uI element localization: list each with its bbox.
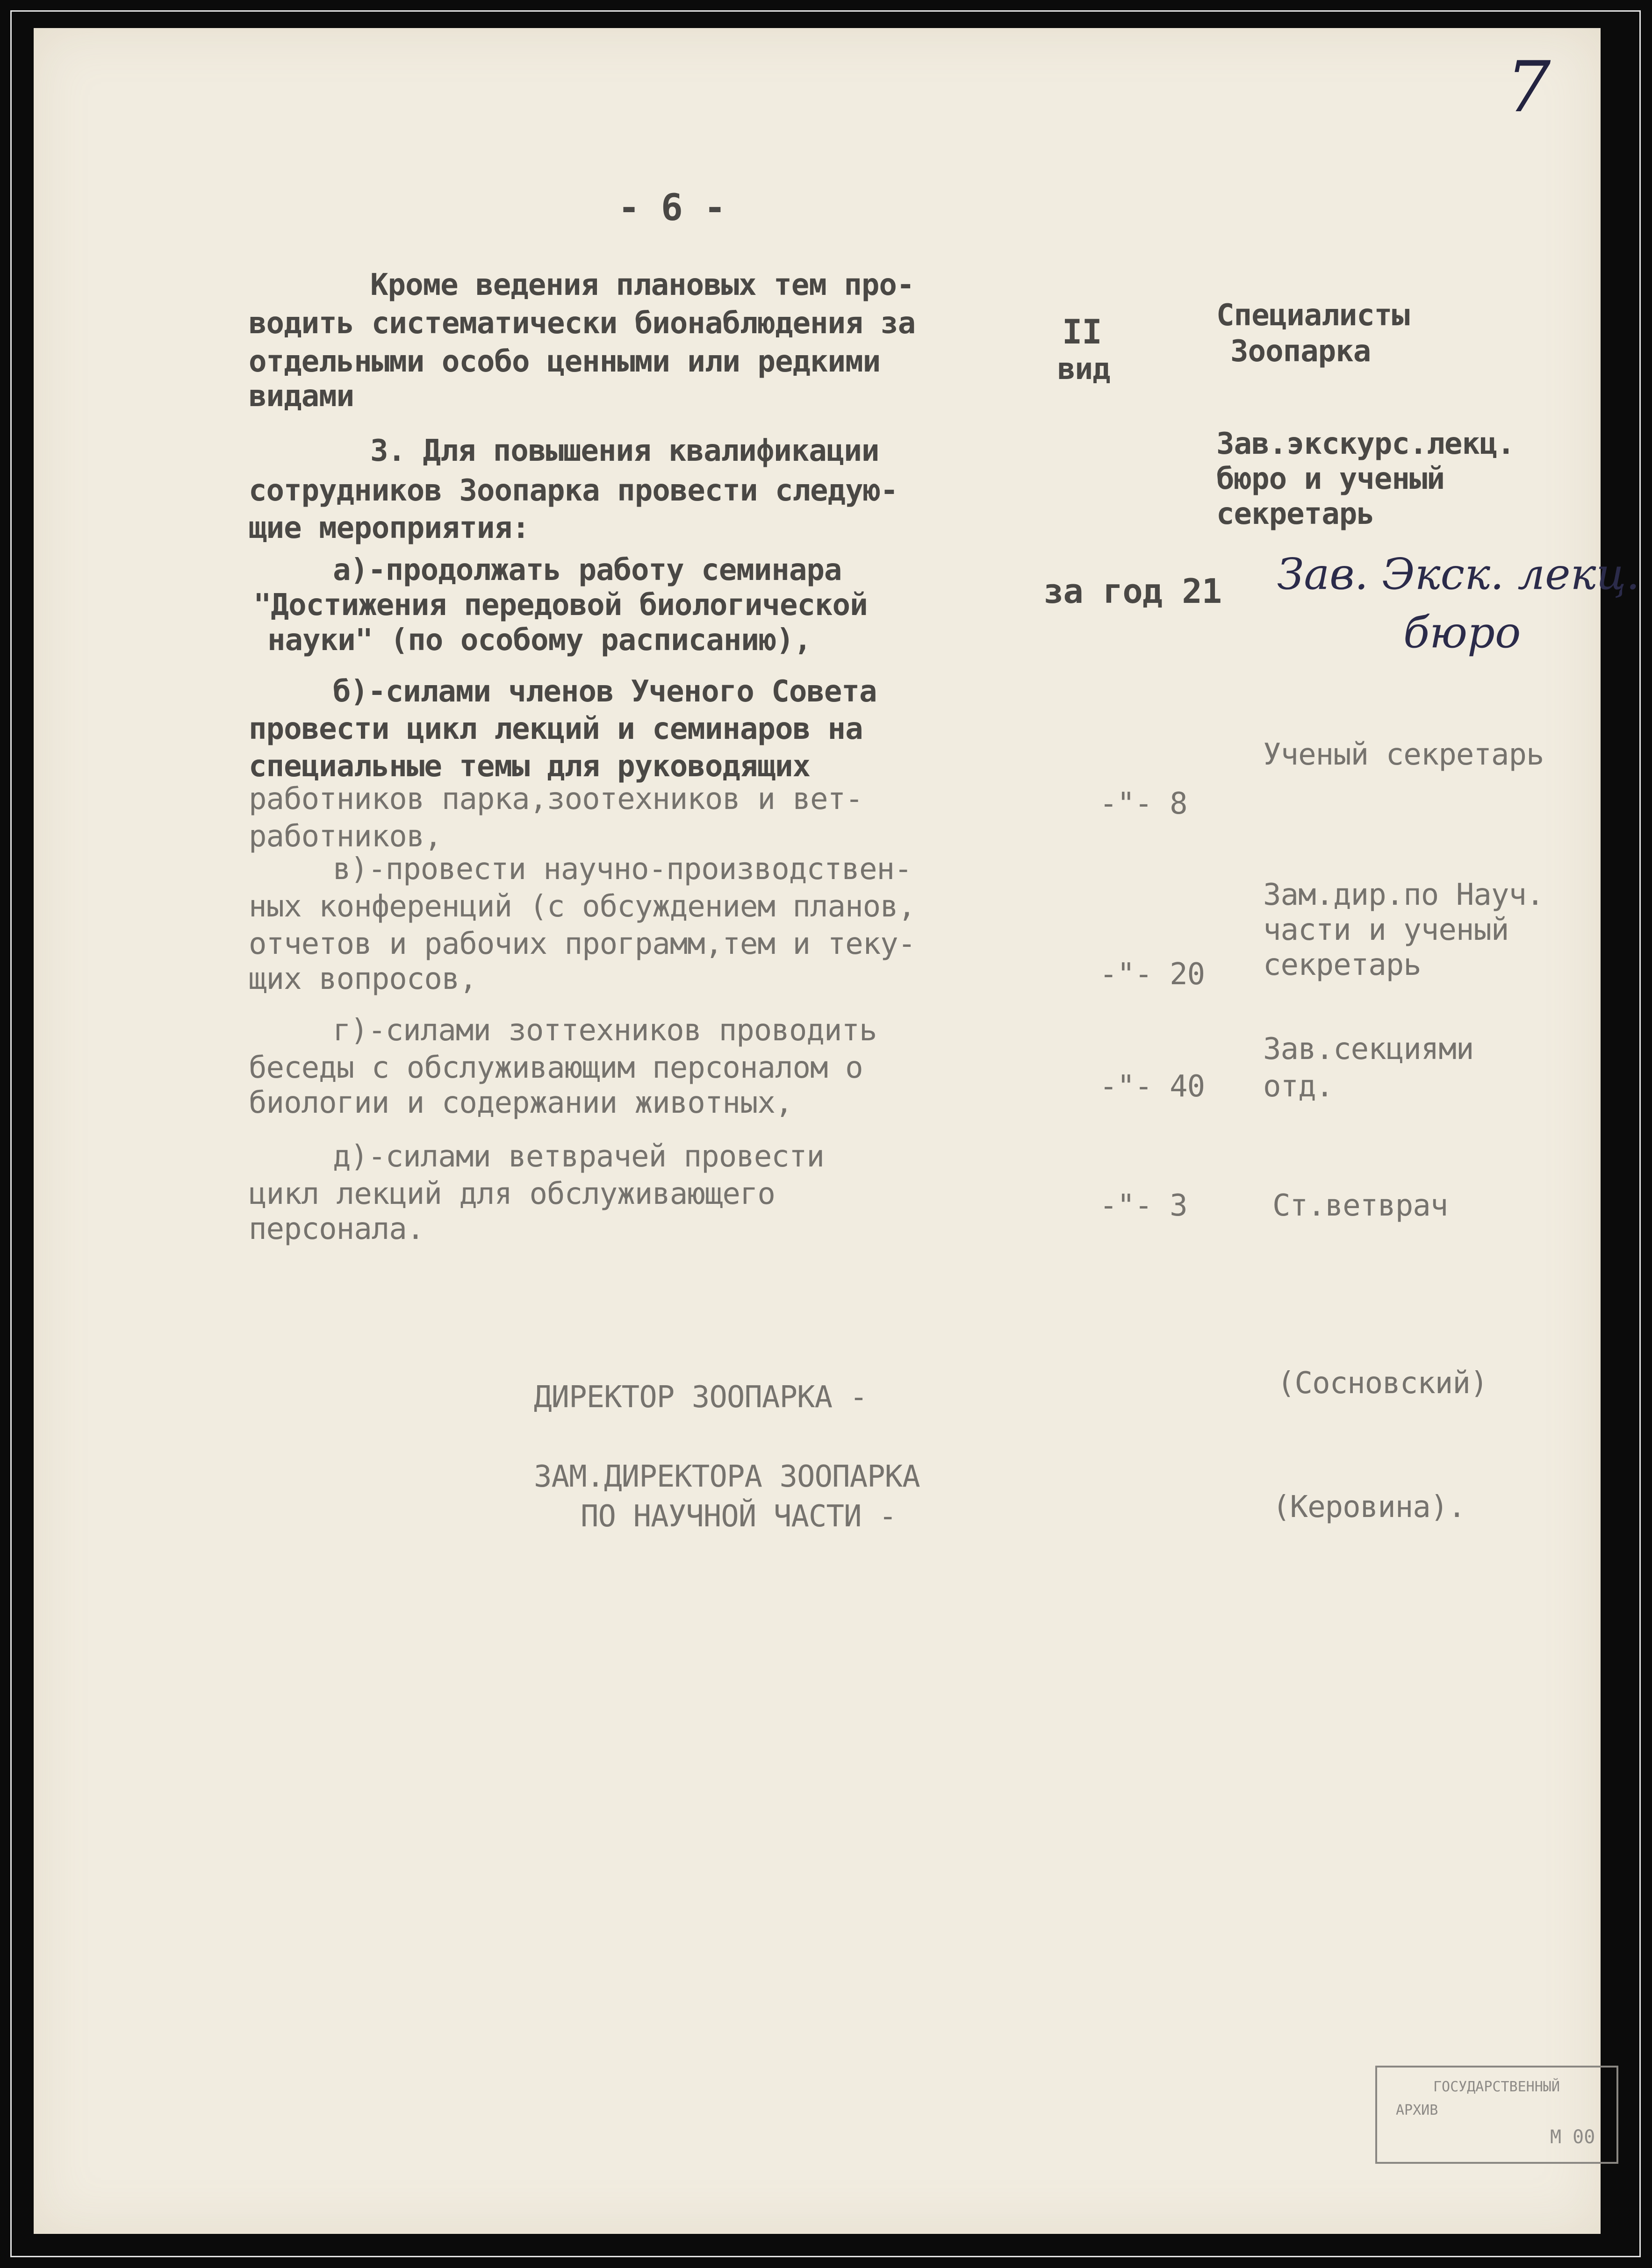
amount-unit: вид: [1057, 352, 1110, 386]
text-line: а)-продолжать работу семинара: [333, 553, 842, 587]
text-line: сотрудников Зоопарка провести следую-: [249, 473, 898, 508]
archive-stamp: [1375, 2066, 1618, 2164]
responsible: Зам.дир.по Науч.: [1263, 878, 1544, 912]
director-name: (Сосновский): [1277, 1366, 1488, 1401]
amount: -"- 20: [1099, 957, 1205, 992]
responsible: Специалисты: [1216, 298, 1409, 333]
responsible: Зав.экскурс.лекц.: [1216, 427, 1515, 461]
text-line: работников,: [249, 819, 442, 854]
text-line: отдельными особо ценными или редкими: [249, 344, 881, 379]
text-line: г)-силами зоттехников проводить: [333, 1013, 877, 1048]
text-line: видами: [249, 379, 354, 414]
amount: II: [1062, 312, 1102, 351]
text-line: отчетов и рабочих программ,тем и теку-: [249, 927, 916, 961]
stamp-text: АРХИВ: [1396, 2102, 1438, 2118]
amount: -"- 40: [1099, 1069, 1205, 1104]
amount: за год 21: [1043, 572, 1222, 611]
text-line: 3. Для повышения квалификации: [370, 434, 879, 468]
responsible: Зоопарка: [1230, 334, 1371, 369]
text-line: персонала.: [249, 1212, 424, 1246]
document-page: [34, 28, 1640, 2234]
responsible: секретарь: [1263, 948, 1421, 982]
responsible: Ст.ветврач: [1272, 1188, 1448, 1223]
text-line: науки" (по особому расписанию),: [267, 623, 812, 658]
responsible: Ученый секретарь: [1263, 737, 1544, 772]
text-line: беседы с обслуживающим персоналом о: [249, 1051, 863, 1085]
text-line: цикл лекций для обслуживающего: [249, 1177, 775, 1211]
amount: -"- 8: [1099, 787, 1187, 821]
responsible: Зав.секциями: [1263, 1032, 1474, 1066]
stamp-text: М 00: [1550, 2126, 1595, 2148]
responsible: бюро и ученый: [1216, 462, 1444, 496]
text-line: специальные темы для руководящих: [249, 749, 810, 784]
director-title: ДИРЕКТОР ЗООПАРКА -: [534, 1380, 868, 1415]
text-line: водить систематически бионаблюдения за: [249, 306, 916, 341]
text-line: Кроме ведения плановых тем про-: [370, 268, 914, 302]
responsible: отд.: [1263, 1069, 1334, 1104]
text-line: б)-силами членов Ученого Совета: [333, 674, 877, 709]
text-line: работников парка,зоотехников и вет-: [249, 782, 863, 816]
text-line: д)-силами ветврачей провести: [333, 1139, 824, 1174]
text-line: биологии и содержании животных,: [249, 1086, 793, 1120]
text-line: "Достижения передовой биологической: [253, 588, 868, 622]
text-line: провести цикл лекций и семинаров на: [249, 712, 863, 746]
responsible: части и ученый: [1263, 913, 1509, 947]
text-line: щих вопросов,: [249, 962, 477, 996]
page-number: - 6 -: [618, 187, 725, 229]
responsible: секретарь: [1216, 497, 1374, 531]
text-line: щие мероприятия:: [249, 511, 530, 545]
deputy-title: ЗАМ.ДИРЕКТОРА ЗООПАРКА: [534, 1460, 920, 1494]
text-line: в)-провести научно-производствен-: [333, 852, 912, 887]
text-line: ных конференций (с обсуждением планов,: [249, 889, 916, 924]
handwritten-note: Зав. Экск. лекц.: [1277, 549, 1640, 599]
deputy-title: ПО НАУЧНОЙ ЧАСТИ -: [581, 1499, 897, 1534]
handwritten-note: бюро: [1403, 608, 1521, 658]
folio-number: 7: [1506, 47, 1551, 128]
amount: -"- 3: [1099, 1188, 1187, 1223]
deputy-name: (Керовина).: [1272, 1490, 1465, 1524]
stamp-text: ГОСУДАРСТВЕННЫЙ: [1433, 2079, 1560, 2095]
